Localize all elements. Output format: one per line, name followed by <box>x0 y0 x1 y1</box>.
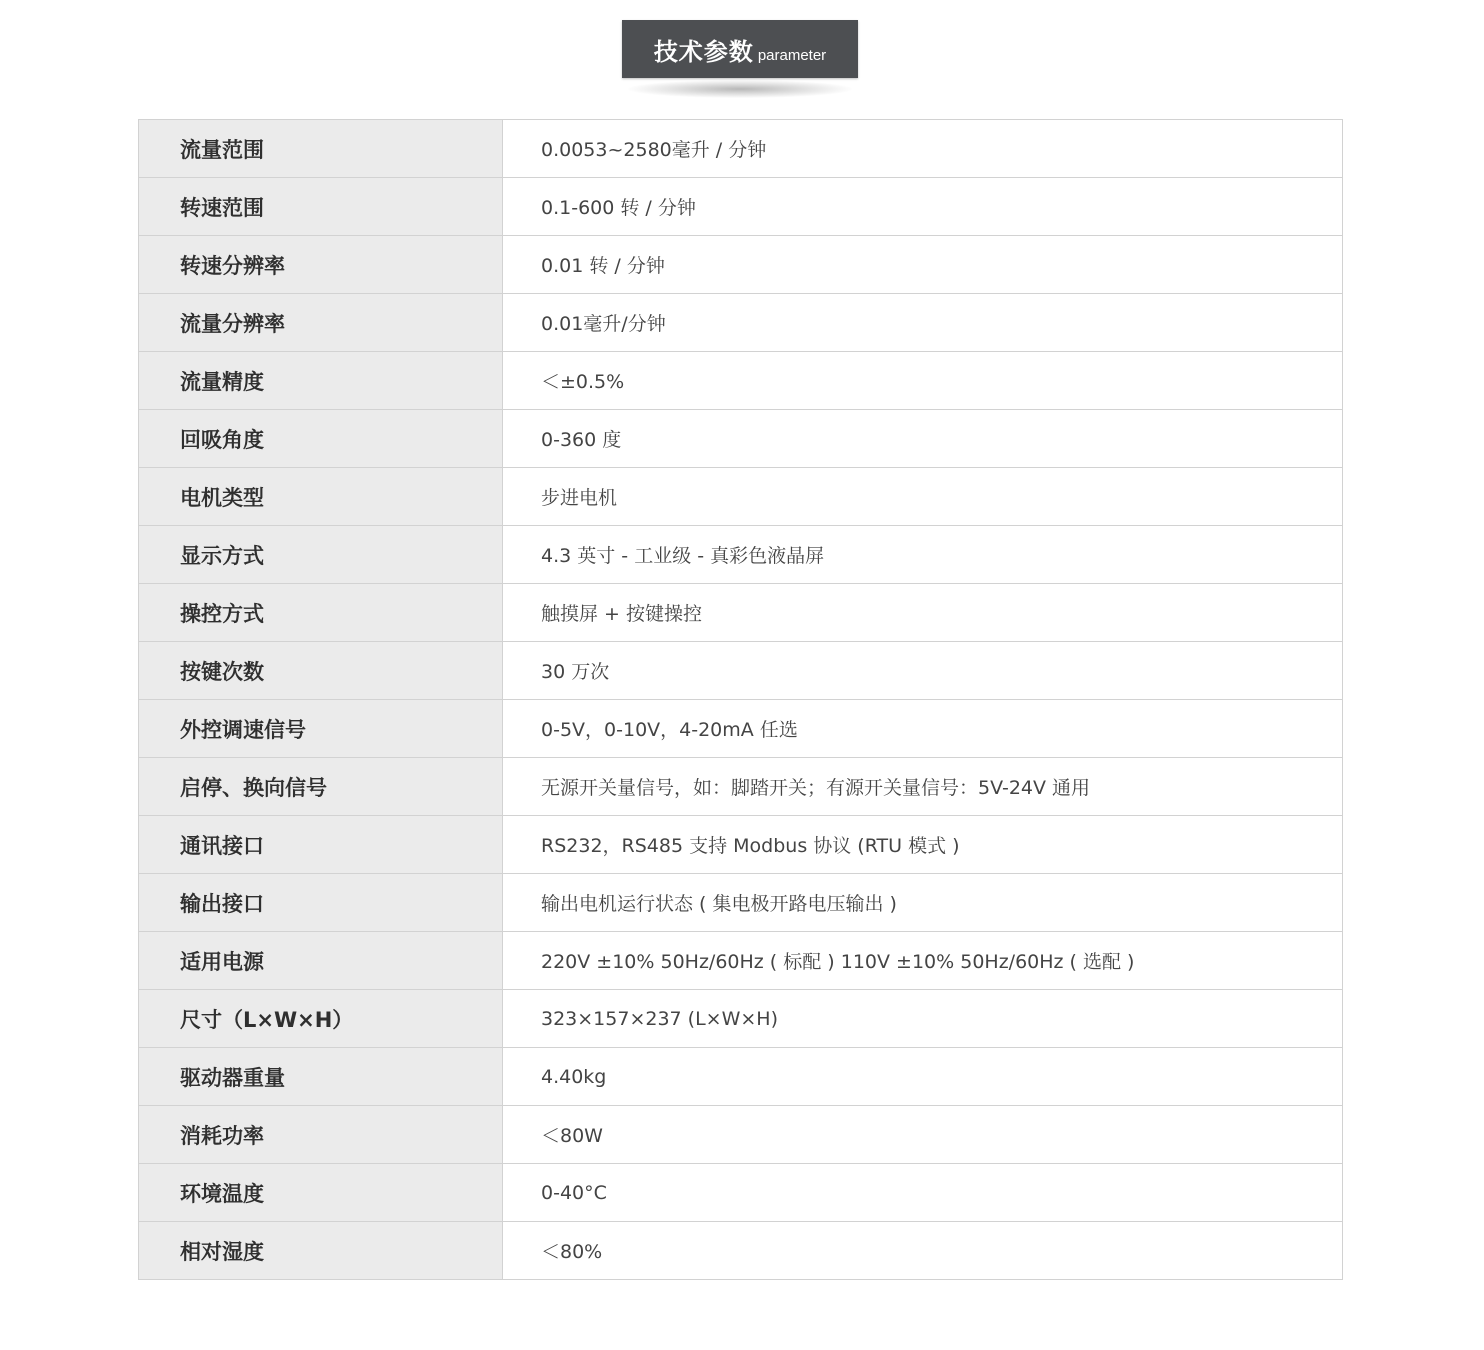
spec-value: ＜80W <box>503 1106 1343 1164</box>
spec-label: 转速范围 <box>139 178 503 236</box>
spec-label: 通讯接口 <box>139 816 503 874</box>
spec-label: 相对湿度 <box>139 1222 503 1280</box>
section-title-banner <box>622 20 858 78</box>
spec-row <box>139 1164 1343 1222</box>
spec-value: 4.3 英寸 - 工业级 - 真彩色液晶屏 <box>503 526 1343 584</box>
spec-row <box>139 758 1343 816</box>
spec-value: 4.40kg <box>503 1048 1343 1106</box>
spec-value: ＜±0.5% <box>503 352 1343 410</box>
spec-value: RS232，RS485 支持 Modbus 协议 (RTU 模式 ) <box>503 816 1343 874</box>
spec-label: 操控方式 <box>139 584 503 642</box>
spec-table <box>138 119 1343 1280</box>
spec-label: 电机类型 <box>139 468 503 526</box>
spec-row <box>139 526 1343 584</box>
spec-row <box>139 932 1343 990</box>
spec-table-body <box>139 120 1343 1280</box>
section-subtitle: parameter <box>757 46 827 64</box>
spec-label: 启停、换向信号 <box>139 758 503 816</box>
spec-value: 30 万次 <box>503 642 1343 700</box>
spec-row <box>139 874 1343 932</box>
spec-row <box>139 584 1343 642</box>
spec-row <box>139 120 1343 178</box>
spec-label: 回吸角度 <box>139 410 503 468</box>
spec-label: 流量范围 <box>139 120 503 178</box>
spec-value: 323×157×237 (L×W×H) <box>503 990 1343 1048</box>
spec-row <box>139 352 1343 410</box>
spec-value: ＜80% <box>503 1222 1343 1280</box>
spec-row <box>139 294 1343 352</box>
spec-value: 0-360 度 <box>503 410 1343 468</box>
spec-value: 0.01毫升/分钟 <box>503 294 1343 352</box>
spec-label: 转速分辨率 <box>139 236 503 294</box>
spec-row <box>139 1106 1343 1164</box>
spec-row <box>139 700 1343 758</box>
spec-row <box>139 642 1343 700</box>
section-header <box>622 20 858 100</box>
spec-row <box>139 1222 1343 1280</box>
spec-label: 显示方式 <box>139 526 503 584</box>
spec-row <box>139 816 1343 874</box>
title-shadow <box>628 80 852 98</box>
spec-row <box>139 990 1343 1048</box>
section-title: 技术参数 <box>653 37 754 66</box>
spec-value: 0.01 转 / 分钟 <box>503 236 1343 294</box>
spec-row <box>139 236 1343 294</box>
spec-label: 按键次数 <box>139 642 503 700</box>
spec-value: 0-5V，0-10V，4-20mA 任选 <box>503 700 1343 758</box>
spec-value: 步进电机 <box>503 468 1343 526</box>
spec-label: 外控调速信号 <box>139 700 503 758</box>
spec-row <box>139 178 1343 236</box>
spec-label: 驱动器重量 <box>139 1048 503 1106</box>
spec-label: 流量分辨率 <box>139 294 503 352</box>
spec-label: 尺寸（L×W×H） <box>139 990 503 1048</box>
spec-label: 输出接口 <box>139 874 503 932</box>
spec-label: 消耗功率 <box>139 1106 503 1164</box>
spec-label: 适用电源 <box>139 932 503 990</box>
spec-value: 无源开关量信号，如：脚踏开关；有源开关量信号：5V-24V 通用 <box>503 758 1343 816</box>
spec-value: 0-40°C <box>503 1164 1343 1222</box>
spec-value: 触摸屏 + 按键操控 <box>503 584 1343 642</box>
spec-row <box>139 1048 1343 1106</box>
spec-value: 0.0053~2580毫升 / 分钟 <box>503 120 1343 178</box>
spec-row <box>139 410 1343 468</box>
spec-row <box>139 468 1343 526</box>
spec-label: 流量精度 <box>139 352 503 410</box>
spec-value: 220V ±10% 50Hz/60Hz ( 标配 ) 110V ±10% 50Hz/60Hz ( 选配 ) <box>503 932 1343 990</box>
spec-value: 0.1-600 转 / 分钟 <box>503 178 1343 236</box>
spec-label: 环境温度 <box>139 1164 503 1222</box>
spec-value: 输出电机运行状态 ( 集电极开路电压输出 ) <box>503 874 1343 932</box>
